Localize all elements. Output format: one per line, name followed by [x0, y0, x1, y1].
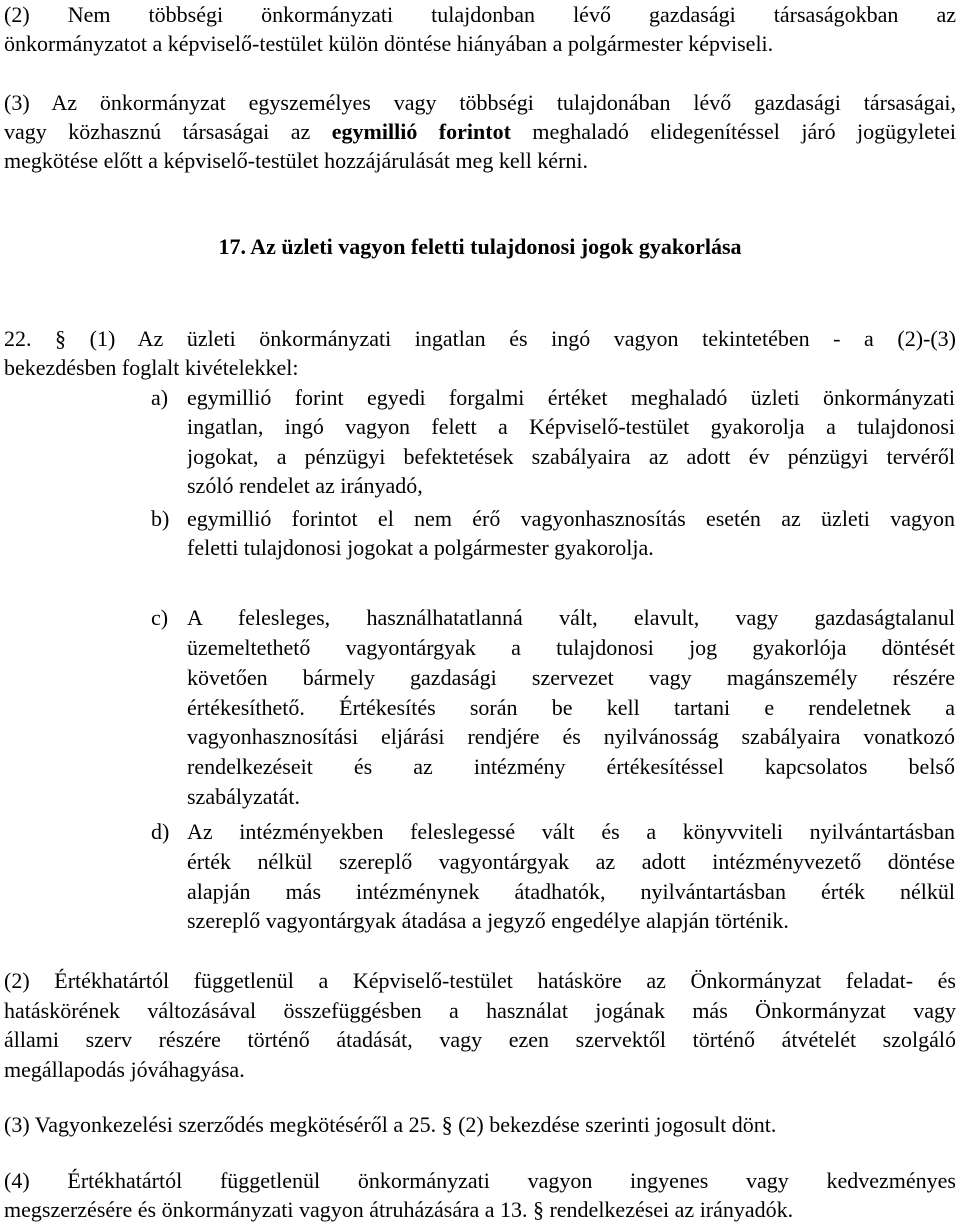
section-22-intro-line-1: 22. § (1) Az üzleti önkormányzati ingatlan és ingó vagyon tekintetében - a (2)-(3): [4, 326, 956, 351]
item-a-line-3: jogokat, a pénzügyi befektetések szabályaira az adott év pénzügyi tervéről: [187, 444, 955, 469]
paragraph-22-2-line-1: (2) Értékhatártól függetlenül a Képviselő-testület hatásköre az Önkormányzat feladat- és: [4, 968, 956, 993]
item-a-marker: a): [151, 385, 169, 410]
item-c-line-3: követően bármely gazdasági szervezet vagy magánszemély részére: [187, 665, 955, 690]
section-17-heading: 17. Az üzleti vagyon feletti tulajdonosi jogok gyakorlása: [218, 234, 742, 259]
item-c-line-5: vagyonhasznosítási eljárási rendjére és nyilvánosság szabályaira vonatkozó: [187, 724, 955, 749]
paragraph-22-3-line-1: (3) Vagyonkezelési szerződés megkötéséről a 25. § (2) bekezdése szerinti jogosult dönt.: [4, 1112, 777, 1137]
paragraph-2-line-1: (2) Nem többségi önkormányzati tulajdonban lévő gazdasági társaságokban az: [4, 2, 956, 27]
item-d-marker: d): [151, 819, 170, 844]
section-22-intro-line-2: bekezdésben foglalt kivételekkel:: [4, 355, 299, 380]
paragraph-22-2-line-2: hatáskörének változásával összefüggésben a használat jogának más Önkormányzat vagy: [4, 998, 956, 1023]
item-a-line-4: szóló rendelet az irányadó,: [187, 473, 423, 498]
paragraph-22-4-line-2: megszerzésére és önkormányzati vagyon átruházására a 13. § rendelkezései az irányadók.: [4, 1197, 794, 1222]
item-d-line-2: érték nélkül szereplő vagyontárgyak az adott intézményvezető döntése: [187, 849, 955, 874]
paragraph-3-line-1: (3) Az önkormányzat egyszemélyes vagy többségi tulajdonában lévő gazdasági társaságai,: [4, 90, 956, 115]
item-b-line-2: feletti tulajdonosi jogokat a polgármester gyakorolja.: [187, 535, 654, 560]
paragraph-3-text: meghaladó elidegenítéssel járó jogügyletei: [532, 119, 956, 144]
paragraph-22-2-line-4: megállapodás jóváhagyása.: [4, 1057, 245, 1082]
item-c-marker: c): [151, 605, 169, 630]
item-d-line-3: alapján más intézménynek átadhatók, nyilvántartásban érték nélkül: [187, 879, 955, 904]
item-b-line-1: egymillió forintot el nem érő vagyonhasznosítás esetén az üzleti vagyon: [187, 506, 955, 531]
paragraph-3-text: vagy közhasznú társaságai az: [4, 119, 311, 144]
item-c-line-6: rendelkezéseit és az intézmény értékesítéssel kapcsolatos belső: [187, 754, 955, 779]
item-c-line-7: szabályzatát.: [187, 784, 300, 809]
item-c-line-2: üzemeltethető vagyontárgyak a tulajdonosi jog gyakorlója döntését: [187, 635, 955, 660]
item-c-line-1: A felesleges, használhatatlanná vált, elavult, vagy gazdaságtalanul: [187, 605, 955, 630]
paragraph-3-line-3: megkötése előtt a képviselő-testület hozzájárulását meg kell kérni.: [4, 148, 589, 173]
paragraph-2-line-2: önkormányzatot a képviselő-testület külön döntése hiányában a polgármester képviseli.: [4, 31, 774, 56]
paragraph-22-4-line-1: (4) Értékhatártól függetlenül önkormányzati vagyon ingyenes vagy kedvezményes: [4, 1168, 956, 1193]
item-b-marker: b): [151, 506, 170, 531]
paragraph-22-2-line-3: állami szerv részére történő átadását, vagy ezen szervektől történő átvételét szolgáló: [4, 1027, 956, 1052]
item-a-line-1: egymillió forint egyedi forgalmi értéket meghaladó üzleti önkormányzati: [187, 385, 955, 410]
paragraph-3-line-2: [4, 117, 956, 147]
item-d-line-4: szereplő vagyontárgyak átadása a jegyző engedélye alapján történik.: [187, 908, 789, 933]
item-d-line-1: Az intézményekben feleslegessé vált és a könyvviteli nyilvántartásban: [187, 819, 955, 844]
bold-amount: egymillió forintot: [331, 119, 511, 144]
item-a-line-2: ingatlan, ingó vagyon felett a Képviselő-testület gyakorolja a tulajdonosi: [187, 414, 955, 439]
item-c-line-4: értékesíthető. Értékesítés során be kell tartani e rendeletnek a: [187, 695, 955, 720]
